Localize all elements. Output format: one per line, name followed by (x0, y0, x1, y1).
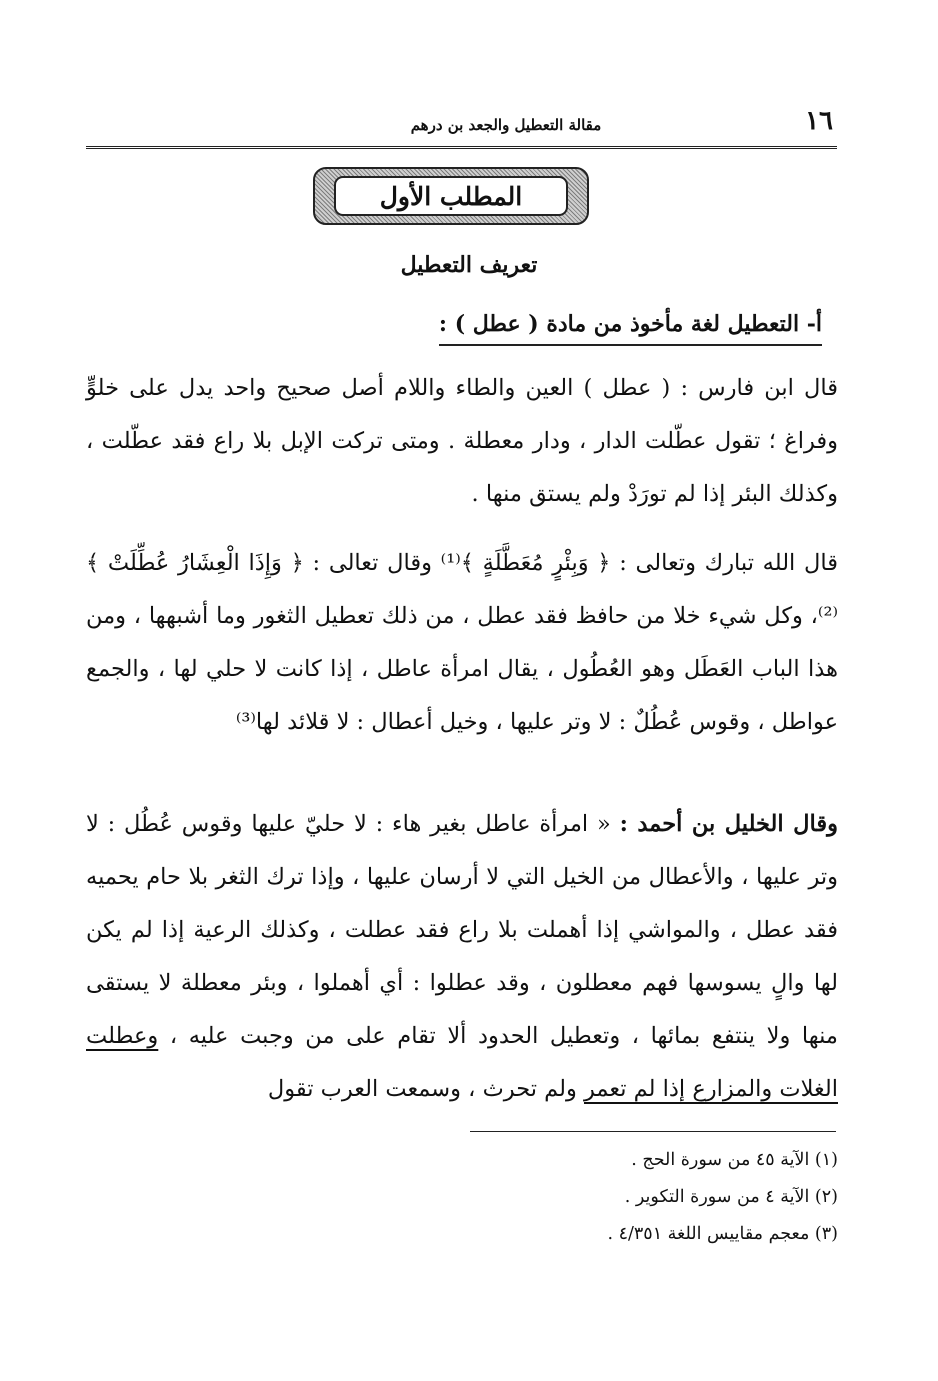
footnote-divider (470, 1131, 836, 1132)
paragraph-ibn-faris: قال ابن فارس : ( عطل ) العين والطاء واللام أصل صحيح واحد يدل على خلوٍّ وفراغ ؛ تقول عطّلت الدار ، ودار معطلة . ومتى تركت الإبل بلا راع فقد عطّلت ، وكذلك البئر إذا لم تورَدْ ولم يستق منها . (86, 375, 838, 507)
footnotes (86, 1142, 838, 1253)
paragraph-khalil-text: « امرأة عاطل بغير هاء : لا حليّ عليها وقوس عُطُل : لا وتر عليها ، والأعطال من الخيل التي لا أرسان عليها ، وإذا ترك الثغر بلا حام يحميه فقد عطل ، والمواشي إذا أهملت بلا راع فقد عطلت ، وكذلك الرعية إذا لم يكن لها والٍ يسوسها فهم معطلون ، وقد عطلوا : أي أهملوا ، وبئر معطلة لا يستقى منها ولا ينتفع بمائها ، وتعطيل الحدود ألا تقام على من وجبت عليه ، (86, 811, 838, 1049)
footnote-item: (١) الآية ٤٥ من سورة الحج . (631, 1150, 838, 1170)
section-title-inner (334, 176, 568, 216)
paragraph-khalil (86, 798, 838, 1116)
quoted-author-name: وقال الخليل بن أحمد : (619, 811, 838, 837)
subheading: تعريف التعطيل (400, 252, 538, 278)
footnote-item: (٣) معجم مقاييس اللغة ٤/٣٥١ . (607, 1224, 838, 1244)
underlined-phrase: وعطلت الغلات والمزارع إذا لم تعمر (86, 1023, 838, 1102)
page-header (86, 100, 837, 149)
footnote-item: (٢) الآية ٤ من سورة التكوير . (624, 1187, 838, 1207)
page-number: ١٦ (805, 106, 833, 136)
section-title: المطلب الأول (379, 181, 523, 211)
point-heading: أ- التعطيل لغة مأخوذ من مادة ( عطل ) : (439, 311, 822, 346)
section-title-frame (313, 167, 589, 225)
paragraph-khalil-tail: ولم تحرث ، وسمعت العرب تقول (267, 1076, 577, 1102)
paragraph-quran-citation: قال الله تبارك وتعالى : ﴿ وَبِئْرٍ مُعَطَّلَةٍ ﴾⁽¹⁾ وقال تعالى : ﴿ وَإِذَا الْعِشَارُ عُطِّلَتْ ﴾⁽²⁾، وكل شيء خلا من حافظ فقد عطل ، من ذلك تعطيل الثغور وما أشبهها ، ومن هذا الباب العَطَل وهو العُطُول ، يقال امرأة عاطل ، إذا كانت لا حلي لها ، والجمع عواطل ، وقوس عُطُلٌ : لا وتر عليها ، وخيل أعطال : لا قلائد لها⁽³⁾ (86, 550, 838, 735)
running-title: مقالة التعطيل والجعد بن درهم (410, 116, 602, 134)
